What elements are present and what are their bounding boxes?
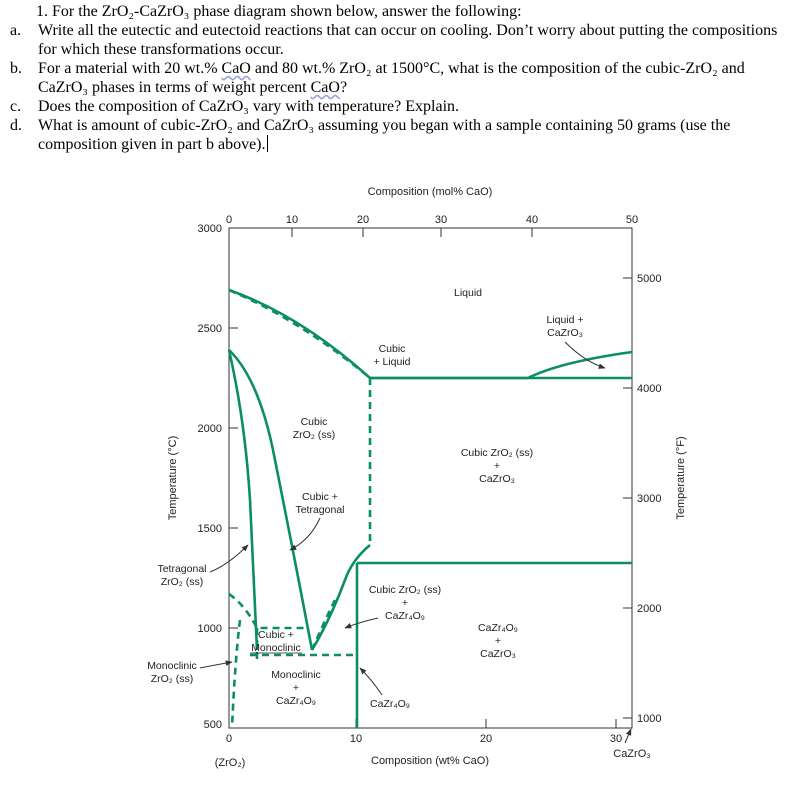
region-label-monoclinic-zr4o9: CaZr₄O₉ [276,695,316,707]
item-letter: a. [10,22,22,39]
item-letter: c. [10,98,22,115]
item-text-pre: For a material with 20 wt.% [38,60,222,77]
region-label-cubic-zr4o9: Cubic ZrO₂ (ss) [368,584,442,596]
top-tick-label: 20 [356,214,370,226]
right-axis-ticks [623,278,632,718]
item-text-post: ? [339,79,348,96]
region-label-cubic-zro2: Cubic [300,416,328,428]
right-tick-label: 1000 [637,713,662,725]
region-label-liquid-cazro3: Liquid + [546,314,584,326]
cazr4o9-arrow [360,668,382,695]
region-label-monoclinic: ZrO₂ (ss) [150,673,194,685]
left-tick-label: 500 [203,719,222,731]
top-tick-label: 50 [625,214,639,226]
top-tick-label: 30 [434,214,448,226]
region-label-monoclinic: Monoclinic [147,660,197,672]
region-label-cubic-zro2: ZrO₂ (ss) [292,429,336,441]
left-tick-label: 2500 [197,323,222,335]
left-tick-label: 2000 [197,423,222,435]
right-tick-label: 3000 [637,493,662,505]
spellcheck-word: CaO [310,79,340,96]
bottom-right-label: CaZrO₃ [613,748,651,760]
region-label-monoclinic-zr4o9: + [292,682,300,694]
monoclinic-left-dashed [232,620,240,728]
phase-boundaries [229,290,632,728]
bottom-tick-label: 30 [609,733,623,745]
item-letter: b. [10,60,22,77]
left-tick-label: 1500 [197,523,222,535]
left-axis-title: Temperature (°C) [167,435,179,521]
region-label-zr4o9-cazro3: CaZr₄O₉ [478,622,518,634]
spellcheck-word: CaO [221,60,251,77]
region-label-cubic-ss-cazro3: Cubic ZrO₂ (ss) [460,447,534,459]
cubic-right-boundary-line [312,545,370,650]
region-label-liquid: Liquid [453,287,483,299]
item-letter: d. [10,117,22,134]
top-tick-label: 10 [285,214,299,226]
item-text: Does the composition of CaZrO₃ vary with temperature? Explain. [38,98,460,115]
bottom-tick-label: 0 [225,733,233,745]
region-label-cubic-zr4o9: + [401,597,409,609]
cubic-tetragonal-arrow [290,518,320,550]
region-label-cubic-liquid: + Liquid [373,356,411,368]
region-label-cubic-zr4o9: CaZr₄O₉ [385,610,425,622]
question-title: 1. For the ZrO₂-CaZrO₃ phase diagram shown below, answer the following: [36,3,522,20]
region-label-cubic-tetragonal: Tetragonal [295,504,345,516]
region-label-cazr4o9: CaZr₄O₉ [370,698,410,710]
bottom-tick-label: 20 [479,733,493,745]
right-tick-label: 5000 [637,273,662,285]
region-label-cubic-liquid: Cubic [378,343,406,355]
bottom-tick-label: 10 [349,733,363,745]
right-tick-label: 4000 [637,383,662,395]
cubic-zr4o9-arrow [345,618,378,628]
region-label-zr4o9-cazro3: + [494,635,502,647]
top-axis-ticks [229,228,632,237]
region-label-cubic-monoclinic: Cubic + [258,629,294,641]
region-label-cubic-ss-cazro3: + [493,460,501,472]
top-axis-title: Composition (mol% CaO) [367,186,493,198]
region-label-zr4o9-cazro3: CaZrO₃ [480,648,516,660]
cazro3-arrow [625,729,631,743]
item-text: Write all the eutectic and eutectoid reactions that can occur on cooling. Don’t worry about putting the compositions for which these transformations occur. [38,22,778,58]
solidus-dashed-line [229,290,370,378]
top-tick-label: 40 [525,214,539,226]
left-axis-ticks [229,228,238,628]
right-axis-title: Temperature (°F) [675,436,687,520]
left-tick-label: 1000 [197,623,222,635]
bottom-left-label: (ZrO₂) [214,757,246,769]
right-tick-label: 2000 [637,603,662,615]
bottom-axis-title: Composition (wt% CaO) [371,755,489,767]
region-label-tetragonal: Tetragonal [157,563,207,575]
item-text-mid: and 80 wt.% ZrO₂ at 1500°C, what is the composition of the cubic-ZrO₂ and CaZrO₃ phases in terms of weight percent [38,60,745,96]
region-label-tetragonal: ZrO₂ (ss) [160,576,204,588]
region-label-cubic-tetragonal: Cubic + [302,491,338,503]
region-label-cubic-monoclinic: Monoclinic [251,642,301,654]
region-label-cubic-ss-cazro3: CaZrO₃ [479,473,515,485]
left-tick-label: 3000 [197,223,222,235]
region-label-monoclinic-zr4o9: Monoclinic [271,669,321,681]
bottom-axis-ticks [229,719,616,728]
region-label-liquid-cazro3: CaZrO₃ [547,327,583,339]
liquidus-line [229,290,370,378]
item-text-body: What is amount of cubic-ZrO₂ and CaZrO₃ assuming you began with a sample containing 50 grams (use the composition given in part b above). [38,117,731,153]
top-tick-label: 0 [225,214,233,226]
monoclinic-arrow [200,662,232,668]
